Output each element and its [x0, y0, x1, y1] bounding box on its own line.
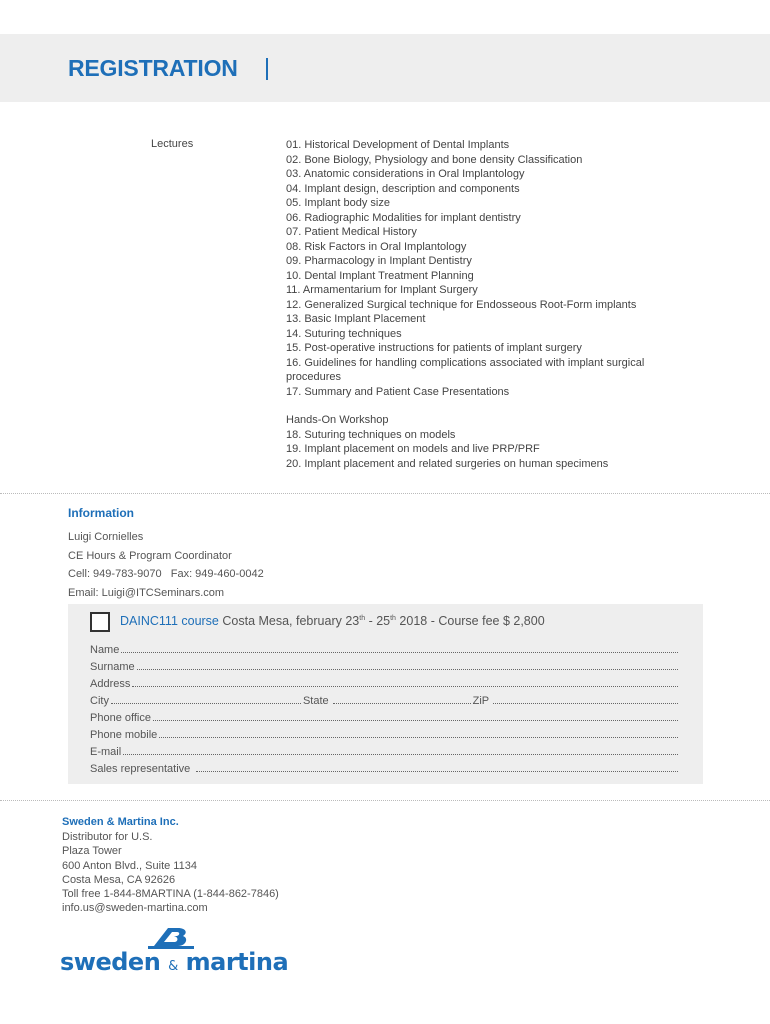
company-line: Toll free 1-844-8MARTINA (1-844-862-7846) — [62, 888, 279, 901]
name-field[interactable]: Name — [90, 642, 678, 659]
lecture-item: 02. Bone Biology, Physiology and bone density Classification — [286, 153, 583, 166]
logo-wordmark: sweden & martina — [60, 948, 289, 976]
lecture-item: 11. Armamentarium for Implant Surgery — [286, 284, 478, 296]
sweden-martina-logo — [60, 924, 290, 980]
lecture-item: 17. Summary and Patient Case Presentations — [286, 385, 510, 398]
title-divider — [266, 58, 268, 80]
company-line: 600 Anton Blvd., Suite 1134 — [62, 859, 197, 872]
course-checkbox[interactable] — [90, 612, 110, 632]
section-divider — [0, 800, 770, 801]
coordinator-role: CE Hours & Program Coordinator — [68, 549, 232, 562]
address-field[interactable]: Address — [90, 676, 678, 693]
lecture-item: 01. Historical Development of Dental Implants — [286, 139, 510, 151]
section-divider — [0, 493, 770, 494]
workshop-item: 19. Implant placement on models and live PRP/PRF — [286, 443, 540, 455]
lecture-item: 10. Dental Implant Treatment Planning — [286, 269, 474, 282]
email-field[interactable]: E-mail — [90, 744, 678, 761]
lecture-item: 06. Radiographic Modalities for implant dentistry — [286, 211, 521, 224]
lecture-item: 04. Implant design, description and components — [286, 182, 520, 195]
course-description: DAINC111 course Costa Mesa, february 23th - 25th 2018 - Course fee $ 2,800 — [120, 614, 545, 628]
sales-representative-field[interactable]: Sales representative — [90, 761, 678, 778]
workshop-item: 20. Implant placement and related surgeries on human specimens — [286, 457, 609, 470]
logo-mark-icon — [148, 924, 196, 950]
company-name: Sweden & Martina Inc. — [62, 816, 179, 828]
company-email[interactable]: info.us@sweden-martina.com — [62, 902, 208, 915]
phone-office-field[interactable]: Phone office — [90, 710, 678, 727]
company-line: Costa Mesa, CA 92626 — [62, 873, 176, 886]
company-address — [62, 830, 279, 916]
lecture-item: 08. Risk Factors in Oral Implantology — [286, 240, 467, 253]
lecture-item: 07. Patient Medical History — [286, 226, 417, 238]
page-title: REGISTRATION — [68, 55, 238, 81]
lecture-item: 05. Implant body size — [286, 197, 390, 209]
lectures-label: Lectures — [151, 138, 194, 150]
city-state-zip-field[interactable] — [90, 693, 678, 710]
lecture-item: 03. Anatomic considerations in Oral Implantology — [286, 168, 525, 180]
course-code: DAINC111 course — [120, 614, 219, 628]
registration-form — [68, 604, 703, 784]
lecture-item: 15. Post-operative instructions for patients of implant surgery — [286, 342, 582, 354]
information-block — [68, 528, 264, 602]
company-line: Distributor for U.S. — [62, 831, 153, 843]
phone-mobile-field[interactable]: Phone mobile — [90, 727, 678, 744]
lecture-item: 13. Basic Implant Placement — [286, 313, 426, 325]
form-fields — [90, 642, 678, 778]
lecture-item: 09. Pharmacology in Implant Dentistry — [286, 255, 472, 267]
lecture-list — [286, 138, 716, 471]
lecture-item: 16. Guidelines for handling complications associated with implant surgical procedures — [286, 356, 645, 383]
surname-field[interactable]: Surname — [90, 659, 678, 676]
city-label: City — [90, 695, 109, 707]
workshop-title: Hands-On Workshop — [286, 414, 389, 426]
company-line: Plaza Tower — [62, 845, 122, 858]
workshop-item: 18. Suturing techniques on models — [286, 428, 456, 441]
coordinator-name: Luigi Cornielles — [68, 531, 144, 543]
coordinator-email[interactable]: Email: Luigi@ITCSeminars.com — [68, 586, 225, 599]
lecture-item: 14. Suturing techniques — [286, 327, 402, 340]
lecture-item: 12. Generalized Surgical technique for Endosseous Root-Form implants — [286, 298, 637, 311]
state-label: State — [302, 695, 329, 707]
coordinator-phones: Cell: 949-783-9070 Fax: 949-460-0042 — [68, 568, 264, 580]
zip-label: ZiP — [472, 695, 490, 707]
information-title: Information — [68, 506, 134, 520]
